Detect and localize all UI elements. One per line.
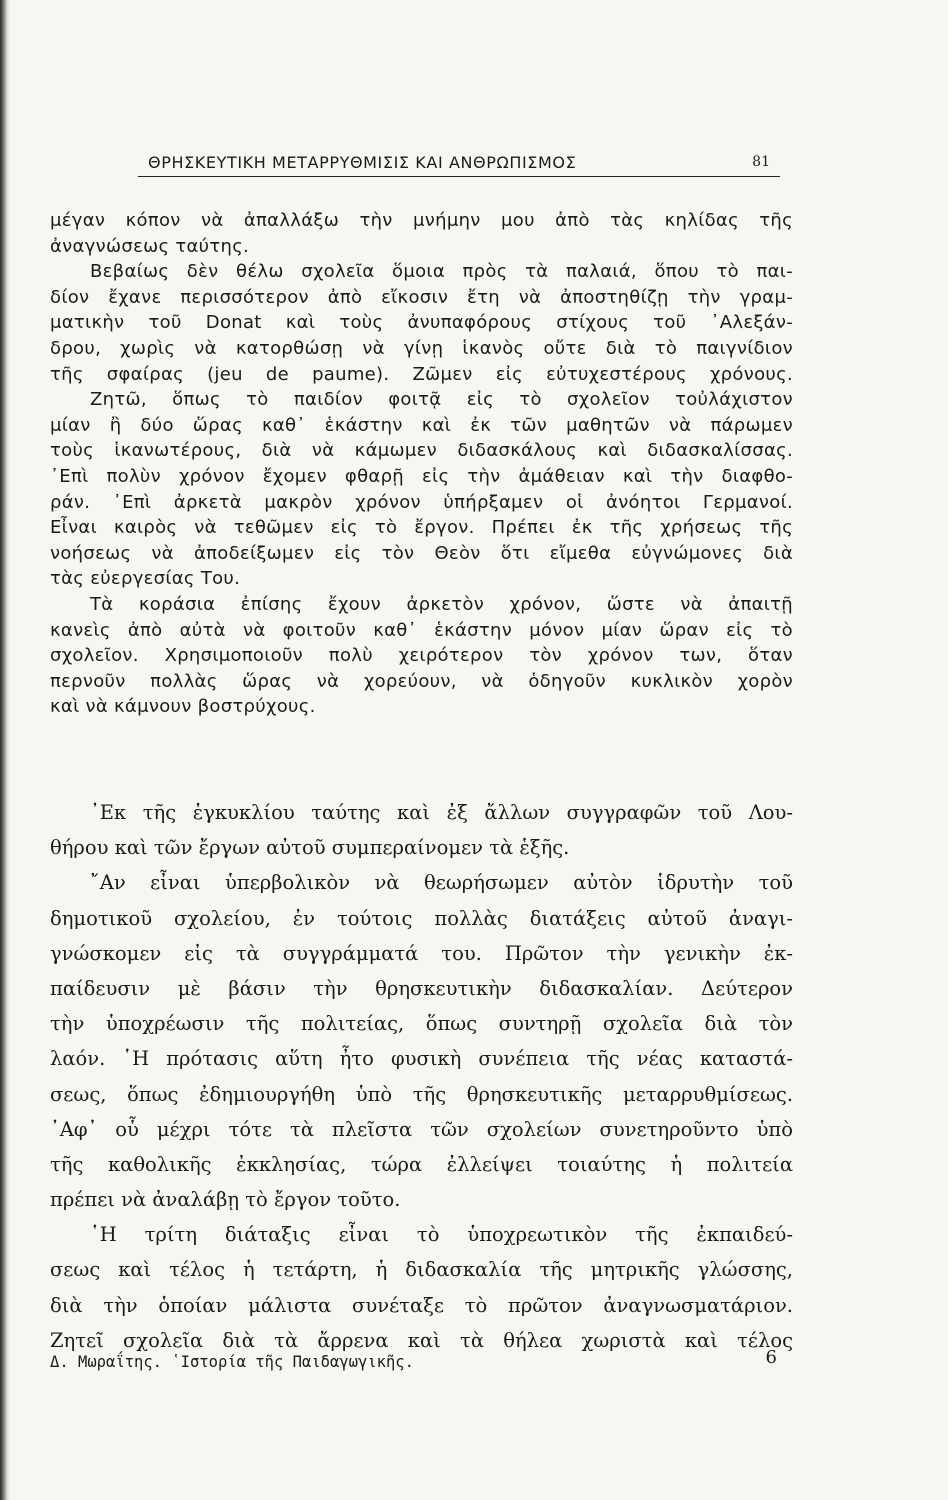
- text-line: ᾿Επὶ πολὺν χρόνον ἔχομεν φθαρῇ εἰς τὴν ἀμάθειαν καὶ τὴν διαφθο-: [50, 465, 793, 487]
- text-line: τῆς σφαίρας (jeu de paume). Ζῶμεν εἰς εὐτυχεστέρους χρόνους.: [50, 363, 793, 385]
- text-line: ματικὴν τοῦ Donat καὶ τοὺς ἀνυπαφόρους στίχους τοῦ ᾿Αλεξάν-: [50, 312, 793, 334]
- text-line: μίαν ἢ δύο ὥρας καθ᾿ ἑκάστην καὶ ἐκ τῶν μαθητῶν νὰ πάρωμεν: [50, 414, 793, 436]
- text-line: δρου, χωρὶς νὰ κατορθώσῃ νὰ γίνῃ ἱκανὸς οὔτε διὰ τὸ παιγνίδιον: [50, 337, 793, 359]
- page-binding-edge: [0, 0, 10, 1500]
- footer-citation: Δ. Μωραΐτης. ῾Ιστορία τῆς Παιδαγωγικῆς.: [50, 1353, 414, 1371]
- text-line: πρέπει νὰ ἀναλάβῃ τὸ ἔργον τοῦτο.: [50, 1188, 401, 1212]
- text-line: ράν. ᾿Επὶ ἀρκετὰ μακρὸν χρόνον ὑπήρξαμεν οἱ ἀνόητοι Γερμανοί.: [50, 491, 793, 513]
- text-line: παίδευσιν μὲ βάσιν τὴν θρησκευτικὴν διδασκαλίαν. Δεύτερον: [50, 976, 793, 1000]
- text-line: δίον ἔχανε περισσότερον ἀπὸ εἴκοσιν ἔτη νὰ ἀποστηθίζῃ τὴν γραμ-: [50, 286, 793, 308]
- text-line: σεως, ὅπως ἐδημιουργήθη ὑπὸ τῆς θρησκευτικῆς μεταρρυθμίσεως.: [50, 1082, 793, 1106]
- main-text: [50, 795, 793, 1358]
- text-line: Ζητεῖ σχολεῖα διὰ τὰ ἄρρενα καὶ τὰ θήλεα χωριστὰ καὶ τέλος: [50, 1328, 793, 1352]
- text-line: ᾿Εκ τῆς ἐγκυκλίου ταύτης καὶ ἐξ ἄλλων συγγραφῶν τοῦ Λου-: [90, 801, 793, 824]
- text-line: ῾Η τρίτη διάταξις εἶναι τὸ ὑποχρεωτικὸν τῆς ἐκπαιδεύ-: [90, 1223, 793, 1247]
- text-line: τοὺς ἱκανωτέρους, διὰ νὰ κάμωμεν διδασκάλους καὶ διδασκαλίσσας.: [50, 440, 793, 462]
- text-line: περνοῦν πολλὰς ὥρας νὰ χορεύουν, νὰ ὁδηγοῦν κυκλικὸν χορὸν: [50, 670, 793, 692]
- text-line: γνώσκομεν εἰς τὰ συγγράμματά του. Πρῶτον τὴν γενικὴν ἐκ-: [50, 941, 793, 965]
- text-line: διὰ τὴν ὁποίαν μάλιστα συνέταξε τὸ πρῶτον ἀναγνωσματάριον.: [50, 1293, 793, 1317]
- running-header: [138, 152, 780, 177]
- running-title: ΘΡΗΣΚΕΥΤΙΚΗ ΜΕΤΑΡΡΥΘΜΙΣΙΣ ΚΑΙ ΑΝΘΡΩΠΙΣΜΟΣ: [148, 153, 577, 172]
- signature-mark: 6: [765, 1347, 777, 1368]
- text-line: τὰς εὐεργεσίας Του.: [50, 568, 241, 590]
- text-line: τῆς καθολικῆς ἐκκλησίας, τώρα ἐλλείψει τοιαύτης ἡ πολιτεία: [50, 1152, 793, 1176]
- text-line: Εἶναι καιρὸς νὰ τεθῶμεν εἰς τὸ ἔργον. Πρέπει ἐκ τῆς χρήσεως τῆς: [50, 517, 793, 539]
- quoted-passage: [50, 208, 793, 720]
- text-line: λαόν. ῾Η πρότασις αὕτη ἦτο φυσικὴ συνέπεια τῆς νέας καταστά-: [50, 1047, 793, 1071]
- text-line: ῎Αν εἶναι ὑπερβολικὸν νὰ θεωρήσωμεν αὐτὸν ἱδρυτὴν τοῦ: [90, 871, 793, 895]
- text-line: ἀναγνώσεως ταύτης.: [50, 235, 250, 257]
- text-line: μέγαν κόπον νὰ ἀπαλλάξω τὴν μνήμην μου ἀπὸ τὰς κηλίδας τῆς: [50, 210, 793, 231]
- text-line: σχολεῖον. Χρησιμοποιοῦν πολὺ χειρότερον τὸν χρόνον των, ὅταν: [50, 645, 793, 667]
- text-line: καὶ νὰ κάμνουν βοστρύχους.: [50, 696, 316, 718]
- text-line: Ζητῶ, ὅπως τὸ παιδίον φοιτᾷ εἰς τὸ σχολεῖον τοὐλάχιστον: [90, 389, 793, 411]
- footer: [50, 1347, 785, 1377]
- text-line: Βεβαίως δὲν θέλω σχολεῖα ὅμοια πρὸς τὰ παλαιά, ὅπου τὸ παι-: [90, 261, 793, 283]
- text-line: ᾿Αφ᾿ οὗ μέχρι τότε τὰ πλεῖστα τῶν σχολείων συνετηροῦντο ὑπὸ: [50, 1117, 793, 1141]
- text-line: δημοτικοῦ σχολείου, ἐν τούτοις πολλὰς διατάξεις αὐτοῦ ἀναγι-: [50, 906, 793, 930]
- text-line: Τὰ κοράσια ἐπίσης ἔχουν ἀρκετὸν χρόνον, ὥστε νὰ ἀπαιτῇ: [90, 593, 793, 615]
- text-line: κανεὶς ἀπὸ αὐτὰ νὰ φοιτοῦν καθ᾿ ἑκάστην μόνον μίαν ὥραν εἰς τὸ: [50, 619, 793, 641]
- text-line: τὴν ὑποχρέωσιν τῆς πολιτείας, ὅπως συντηρῇ σχολεῖα διὰ τὸν: [50, 1012, 793, 1036]
- text-line: νοήσεως νὰ ἀποδείξωμεν εἰς τὸν Θεὸν ὅτι εἴμεθα εὐγνώμονες διὰ: [50, 542, 793, 564]
- text-line: θήρου καὶ τῶν ἔργων αὐτοῦ συμπεραίνομεν τὰ ἑξῆς.: [50, 836, 570, 860]
- page-number: 81: [752, 154, 770, 170]
- text-line: σεως καὶ τέλος ἡ τετάρτη, ἡ διδασκαλία τῆς μητρικῆς γλώσσης,: [50, 1258, 793, 1282]
